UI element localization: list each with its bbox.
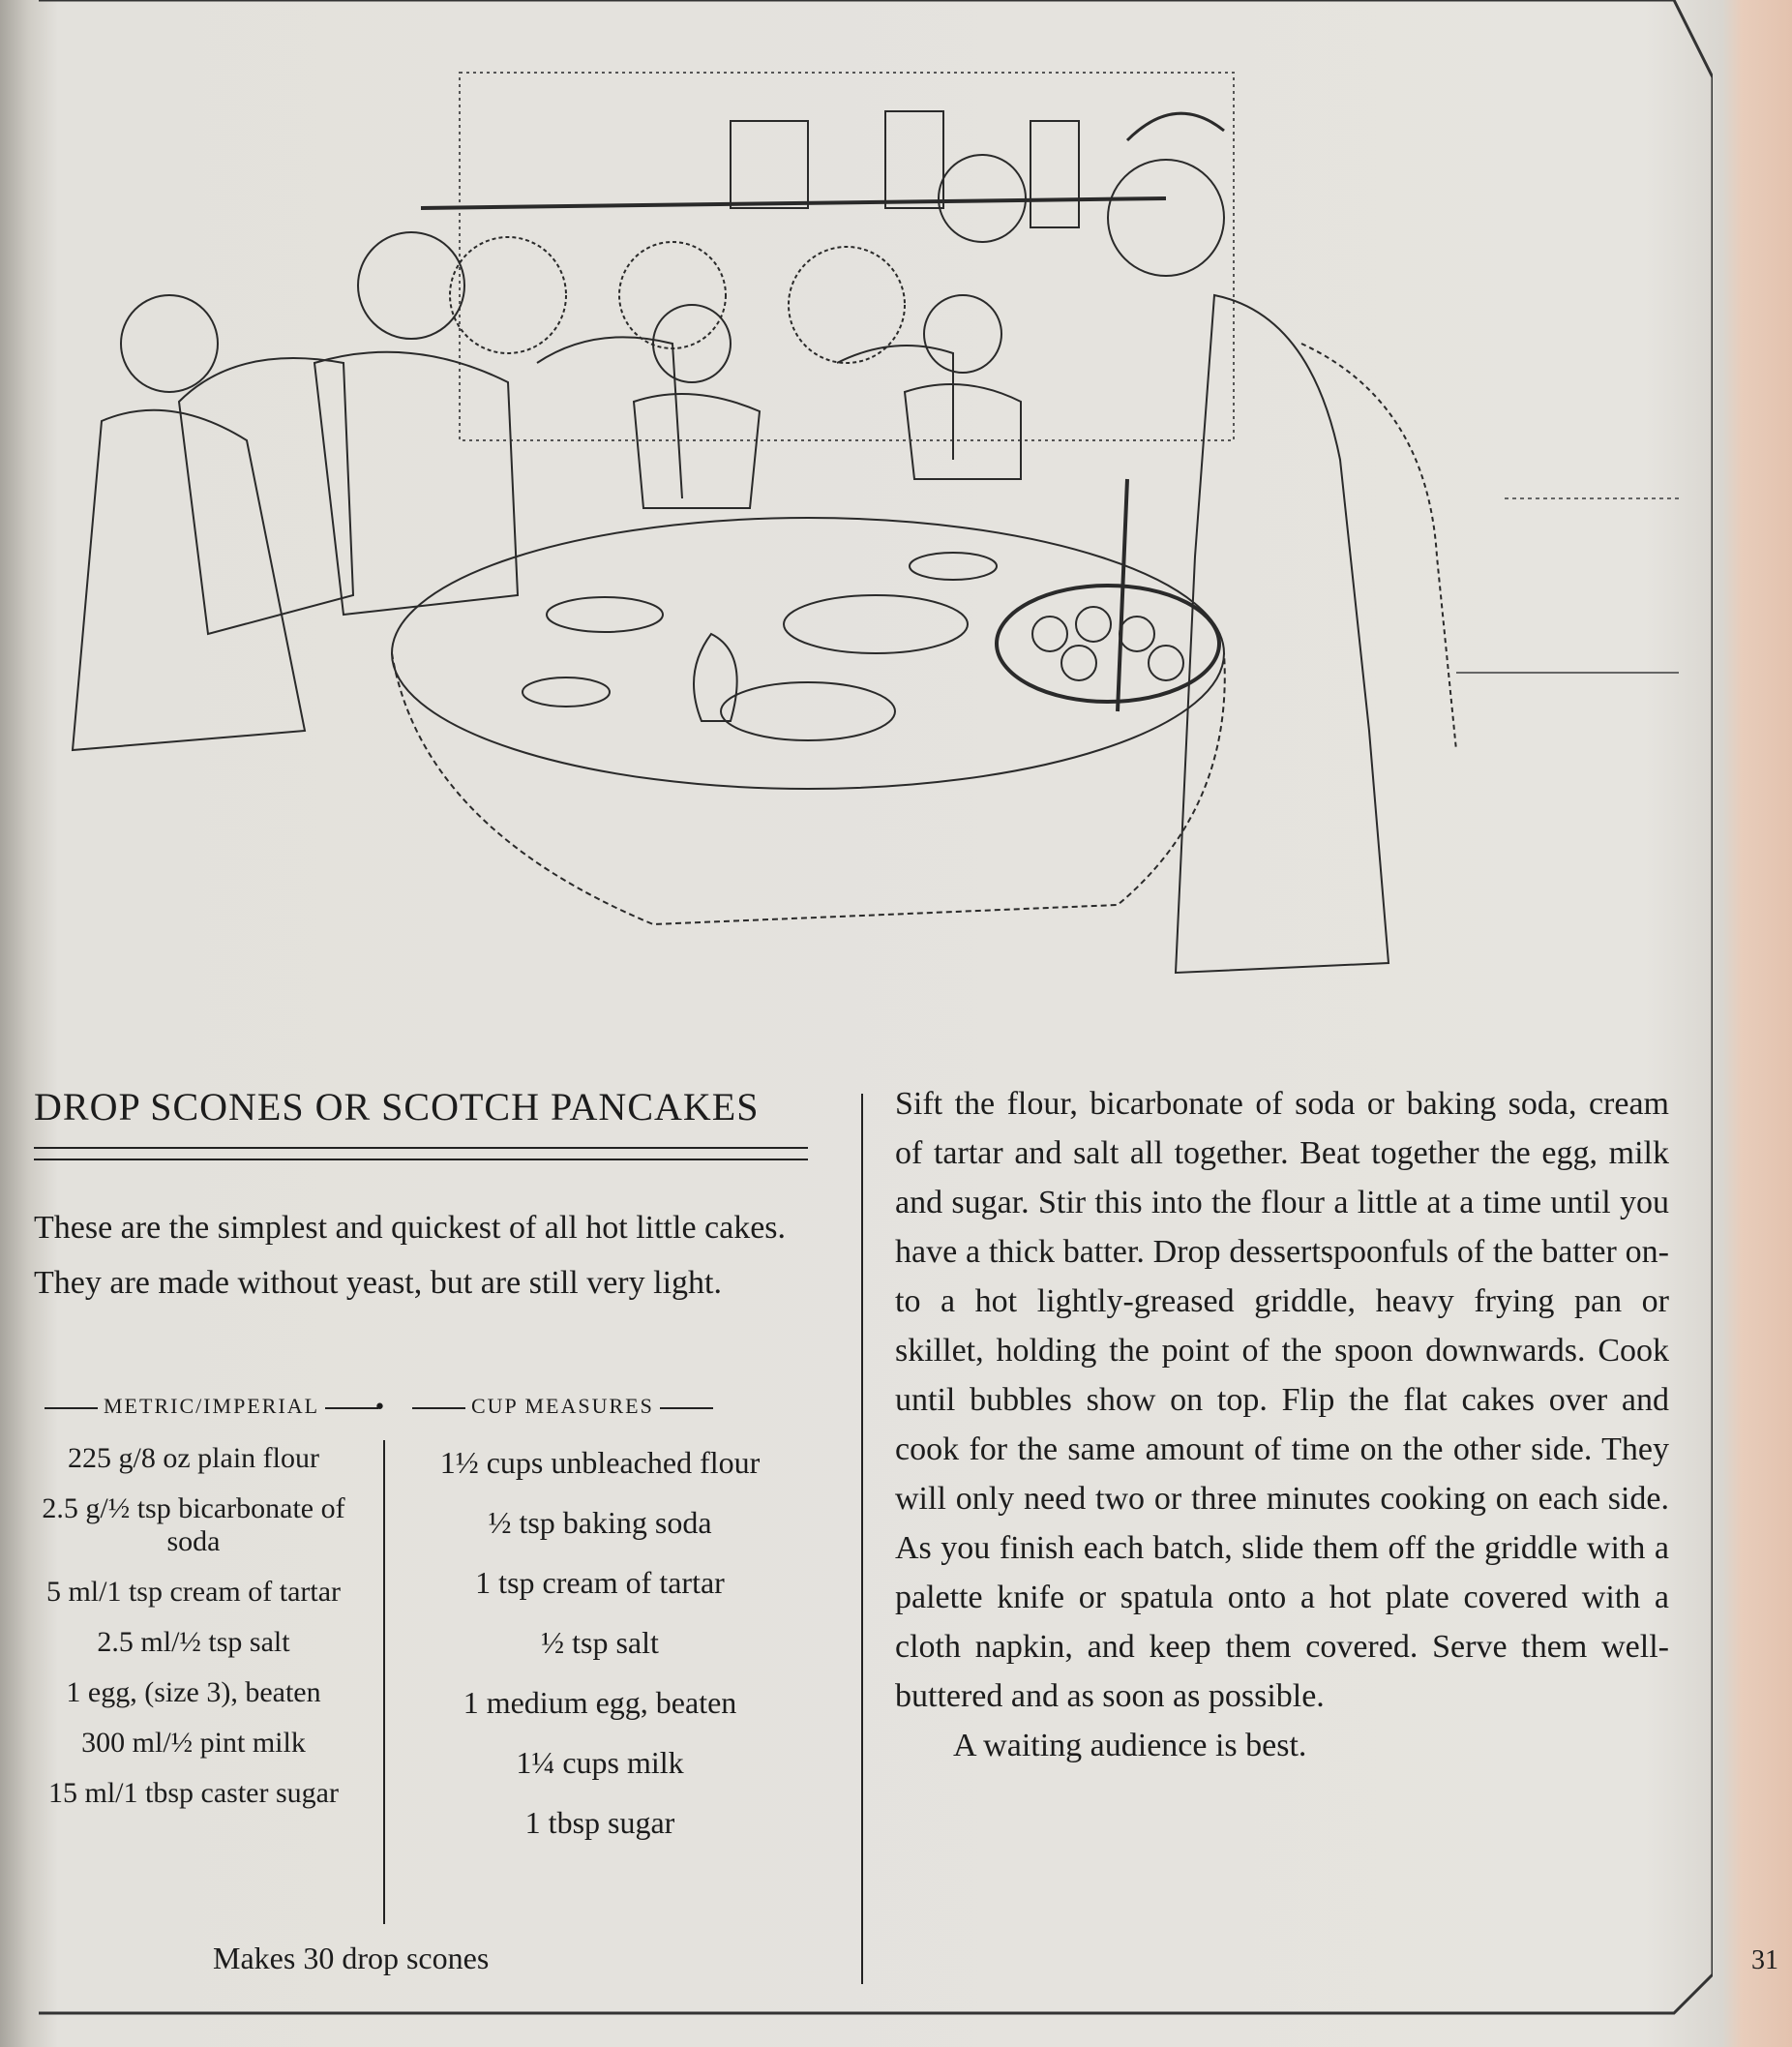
tea-table-illustration xyxy=(53,53,1698,982)
column-divider xyxy=(861,1094,863,1984)
method-text: Sift the flour, bicarbonate of soda or baking soda, cream of tartar and salt all together. Beat together the egg, milk and sugar. Stir this into the flour a little at a time until you have a thick batter. Drop dessertspoonfuls of the batter on-to a hot lightly-greased griddle, heavy frying pan or skillet, holding the point of the spoon downwards. Cook until bubbles show on top. Flip the flat cakes over and cook for the same amount of time on the other side. They will only need two or three minutes cooking on each side. As you finish each batch, slide them off the griddle with a palette knife or spatula onto a hot plate covered with a cloth napkin, and keep them covered. Serve them well-buttered and as soon as possible. xyxy=(895,1086,1669,1714)
metric-ingredient-list xyxy=(19,1442,368,1827)
ingredient-item: 1 medium egg, beaten xyxy=(463,1685,737,1720)
ingredient-item: ½ tsp salt xyxy=(541,1625,659,1660)
ingredient-item: ½ tsp baking soda xyxy=(488,1505,712,1540)
ingredient-item: 1 tbsp sugar xyxy=(524,1805,675,1840)
ingredient-item: 1 egg, (size 3), beaten xyxy=(66,1676,321,1708)
ingredient-item: 225 g/8 oz plain flour xyxy=(68,1442,319,1474)
page-number: 31 xyxy=(1751,1945,1778,1975)
heading-rule xyxy=(325,1407,378,1409)
heading-rule xyxy=(45,1407,98,1409)
ingredient-item: 1¼ cups milk xyxy=(516,1745,684,1780)
ingredient-column-divider xyxy=(383,1440,385,1924)
ingredient-item: 300 ml/½ pint milk xyxy=(81,1727,306,1759)
heading-rule xyxy=(412,1407,465,1409)
recipe-yield: Makes 30 drop scones xyxy=(213,1941,490,1975)
ingredient-item: 1½ cups unbleached flour xyxy=(439,1445,761,1480)
cup-heading-label: CUP MEASURES xyxy=(471,1394,654,1418)
method-closing: A waiting audience is best. xyxy=(953,1728,1307,1763)
ingredient-item: 1 tsp cream of tartar xyxy=(475,1565,725,1600)
ingredient-item: 2.5 g/½ tsp bicarbonate of soda xyxy=(42,1492,345,1557)
ingredient-item: 15 ml/1 tbsp caster sugar xyxy=(48,1777,339,1809)
recipe-method xyxy=(895,1079,1669,1770)
recipe-intro: These are the simplest and quickest of all hot little cakes. They are made without yeast, but are still very light. xyxy=(34,1210,787,1301)
cup-ingredient-list xyxy=(397,1442,803,1862)
metric-heading-label: METRIC/IMPERIAL xyxy=(104,1394,320,1418)
heading-separator-dot: • xyxy=(373,1396,386,1420)
metric-heading xyxy=(39,1394,384,1419)
recipe-title: DROP SCONES OR SCOTCH PANCAKES xyxy=(34,1085,760,1129)
heading-rule xyxy=(660,1407,713,1409)
ingredient-item: 2.5 ml/½ tsp salt xyxy=(97,1626,290,1658)
ingredient-item: 5 ml/1 tsp cream of tartar xyxy=(45,1576,342,1608)
title-rule xyxy=(34,1147,808,1160)
cup-heading xyxy=(406,1394,719,1419)
